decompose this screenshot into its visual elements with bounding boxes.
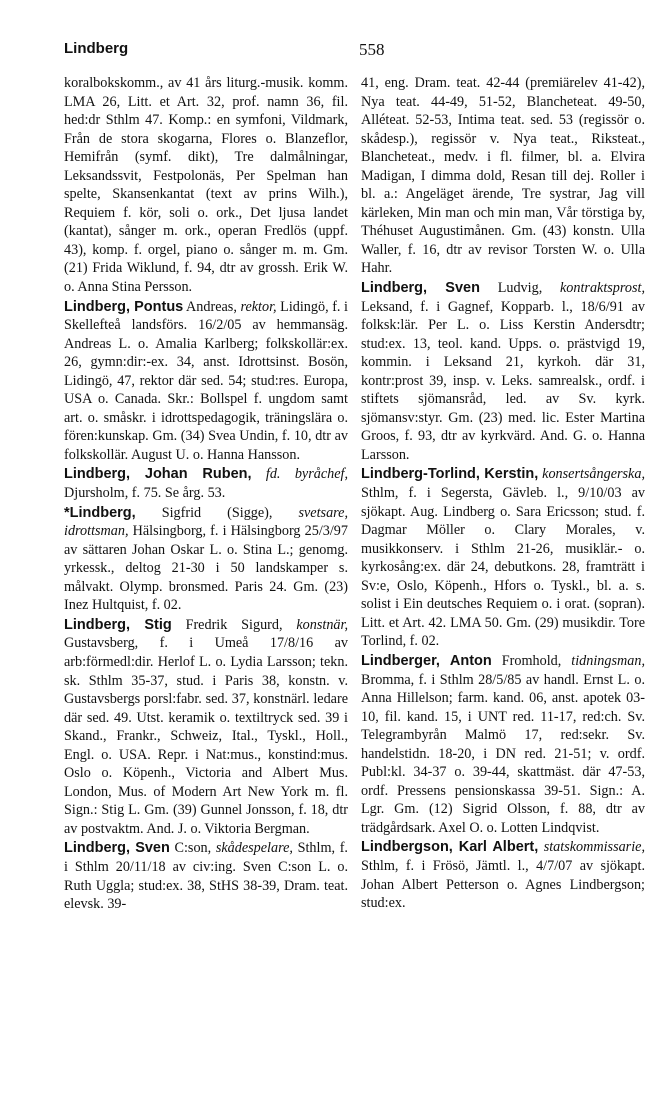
entry-name: Lindberg-Torlind, Kerstin, (361, 466, 539, 483)
entry-name: Lindberg, Pontus (64, 298, 184, 315)
entry-role: konsertsångerska, (542, 466, 645, 483)
entry-lindberg-sven-ludvig (361, 279, 645, 464)
running-head: Lindberg (64, 40, 129, 57)
entry-body: Gustavsberg, f. i Umeå 17/8/16 av arb:förmedl:dir. Herlof L. o. Lydia Larsson; tekn. sk. Sthlm 35-37, stud. i Paris 38, konstn. v. Gustavsbergs porsl:fabr. sed. 37, konstnärl. ledare där sed. 49. Utst. keramik o. textiltryck sed. 39 i Skand., Frankr., Schweiz, Ital., Tyskl., Holl., Engl. o. USA. Repr. i Nat:mus., konstind:mus. Oslo o. Köpenh., Victoria and Albert Mus. London, Mus. of Modern Art New York m. fl. Sign.: Stig L. Gm. (39) Gunnel Jonsson, f. 18, dtr av postvaktm. And. J. o. Viktoria Bergman. (64, 635, 348, 837)
entry-name: Lindberger, Anton (361, 652, 492, 669)
entry-role: konstnär, (296, 616, 349, 633)
page-number: 558 (359, 40, 385, 59)
entry-given-names: Andreas, (183, 298, 241, 315)
entry-continued (64, 74, 348, 297)
entry-lindberg-sigfrid (64, 504, 348, 615)
entry-role: skådespelare, (215, 840, 293, 857)
entry-lindberg-pontus (64, 298, 348, 465)
entry-name: Lindberg, Sven (64, 840, 170, 857)
entry-role: tidningsman, (571, 652, 645, 669)
right-column (361, 74, 645, 913)
entry-body: Lidingö, f. i Skellefteå landsförs. 16/2/05 av hemmansäg. Andreas L. o. Amalia Karlberg; folkskollär:ex. 26, gymn:dir:-ex. 34, anst. Idrottsinst. Bosön, Lidingö, 47, rektor där sed. 54; stud:res. Europa, USA o. Canada. Skr.: Bollspel f. ungdom samt art. o. småskr. i idrottspedagogik, träningslära o. fören:kunskap. Gm. (34) Svea Undin, f. 10, dtr av folkskollär. August U. o. Hanna Hansson. (64, 298, 348, 463)
entry-body: Bromma, f. i Sthlm 28/5/85 av handl. Ernst L. o. Anna Hillelson; farm. kand. 06, anst. apotek 03-10, fil. kand. 15, i UNT red. 11-17, red:ch. Sv. Telegrambyrån Malmö 17, red:sekr. Sv. handelstidn. 18-20, i DN red. 21-51; v. ordf. Publ:kl. 34-37 o. 39-44, skattmäst. där 47-53, ordf. Pressens pensionskassa 39-51. Sign.: A. Lgr. Gm. (12) Sigrid Olsson, f. 88, dtr av trädgårdsark. Axel O. o. Lotten Lindqvist. (361, 671, 645, 836)
entry-lindberg-torlind-kerstin (361, 465, 645, 650)
entry-name: Lindberg, Johan Ruben, (64, 466, 252, 483)
entry-lindberg-sven-cson (64, 839, 348, 913)
entry-given-names: Ludvig, (479, 280, 560, 297)
entry-role: fd. byråchef, (265, 466, 348, 483)
entry-given-names: Fredrik Sigurd, (171, 616, 297, 633)
entry-lindbergson-karl (361, 838, 645, 912)
entry-name: Lindberg, Stig (64, 616, 172, 633)
entry-given-names: Sigfrid (Sigge), (135, 504, 299, 521)
entry-body: Leksand, f. i Gagnef, Kopparb. l., 18/6/91 av folksk:lär. Per L. o. Liss Kerstin Andersdtr; stud:ex. 13, teol. kand. Upps. o. prästvigd 19, kommin. i Leksand 21, kyrkoh. där 31, kontr:prost 39, insp. v. Leks. samrealsk., ordf. i stiftets sjömansråd, led. av Sv. kyrk. sjömansv:styr. Gm. (23) med. lic. Ester Martina Groos, f. 93, dtr av kyrkvärd. And. G. o. Hanna Larsson. (361, 298, 645, 463)
entry-body: Sthlm, f. i Frösö, Jämtl. l., 4/7/07 av sjökapt. Johan Albert Petterson o. Agnes Lindbergson; stud:ex. (361, 857, 645, 912)
entry-lindberger-anton (361, 652, 645, 837)
entry-continued (361, 74, 645, 278)
entry-role: kontraktsprost, (560, 280, 645, 297)
entry-given-names: Fromhold, (491, 652, 572, 669)
entry-body: 41, eng. Dram. teat. 42-44 (premiärelev 41-42), Nya teat. 44-49, 51-52, Blancheteat. 49-50, Alléteat. 52-53, Intima teat. sed. 53 (regissör o. skådesp.), regissör v. Nya teat., Riksteat., Blancheteat., medv. i fl. filmer, bl. a. Elvira Madigan, I dimma dold, Resan till dej. Roller i bl. a.: Angeläget ärende, Tre systrar, Jag vill kärleken, Min man och min man, Vår törstiga by, Théhuset Augustimånen. Gm. (43) konstn. Ulla Waller, f. 16, dtr av revisor Torsten W. o. Ulla Hahr. (361, 75, 645, 277)
entry-name: Lindberg, Sven (361, 280, 480, 297)
entry-name: *Lindberg, (64, 504, 136, 521)
entry-given-names: C:son, (169, 840, 216, 857)
page-header (64, 40, 644, 66)
entry-body: Hälsingborg, f. i Hälsingborg 25/3/97 av sättaren Johan Oskar L. o. Stina L.; genomg. yrkessk., deltog 21-30 i 50 landskamper s. målvakt. Olymp. bronsmed. Paris 24. Gm. (23) Inez Hultquist, f. 02. (64, 523, 348, 614)
entry-body: koralbokskomm., av 41 års liturg.-musik. komm. LMA 26, Litt. et Art. 32, prof. namn 36, fil. hed:dr Sthlm 47. Komp.: en symfoni, Vildmark, Från de stora skogarna, Flores o. Blanzeflor, Hemifrån (symf. dikt), Tre dalmålningar, Leksandssvit, Festpolonäs, Per Spelman han spelte, Skansenkantat (text av prins Wilh.), Requiem f. kör, soli o. ork., Det ljusa landet (kantat), sånger m. ork., operan Fredlös (uppf. 43), komp. f. orgel, piano o. sånger m. m. Gm. (21) Frida Wiklund, f. 94, dtr av grossh. Erik W. o. Anna Stina Persson. (64, 75, 348, 296)
entry-body: Djursholm, f. 75. Se årg. 53. (64, 485, 226, 502)
entry-name: Lindbergson, Karl Albert, (361, 839, 539, 856)
entry-role: svetsare, idrottsman, (64, 504, 348, 540)
entry-lindberg-stig (64, 616, 348, 839)
entry-lindberg-johan-ruben (64, 465, 348, 502)
left-column (64, 74, 348, 914)
entry-role: statskommissarie, (543, 839, 645, 856)
entry-role: rektor, (240, 298, 277, 315)
entry-body: Sthlm, f. i Segersta, Gävleb. l., 9/10/03 av sjökapt. Aug. Lindberg o. Sara Ericsson; stud. f. Dagmar Möller o. Clary Morales, v. musikkonserv. i Sthlm 21-26, musiklär.- o. kyrkosång:ex. där 24, debutkons. 28, framträtt i Sv:e, Oslo, Köpenh., Hfors o. Tyskl., bl. a. s. solist i Ein deutsches Requiem o. i orat. (sopran). Litt. et Art. 42. LMA 50. Gm. (29) musikdir. Tore Torlind, f. 02. (361, 485, 645, 650)
entry-body: Sthlm, f. i Sthlm 20/11/18 av civ:ing. Sven C:son L. o. Ruth Uggla; stud:ex. 38, StHS 38-39, Dram. teat. elevsk. 39- (64, 840, 348, 913)
